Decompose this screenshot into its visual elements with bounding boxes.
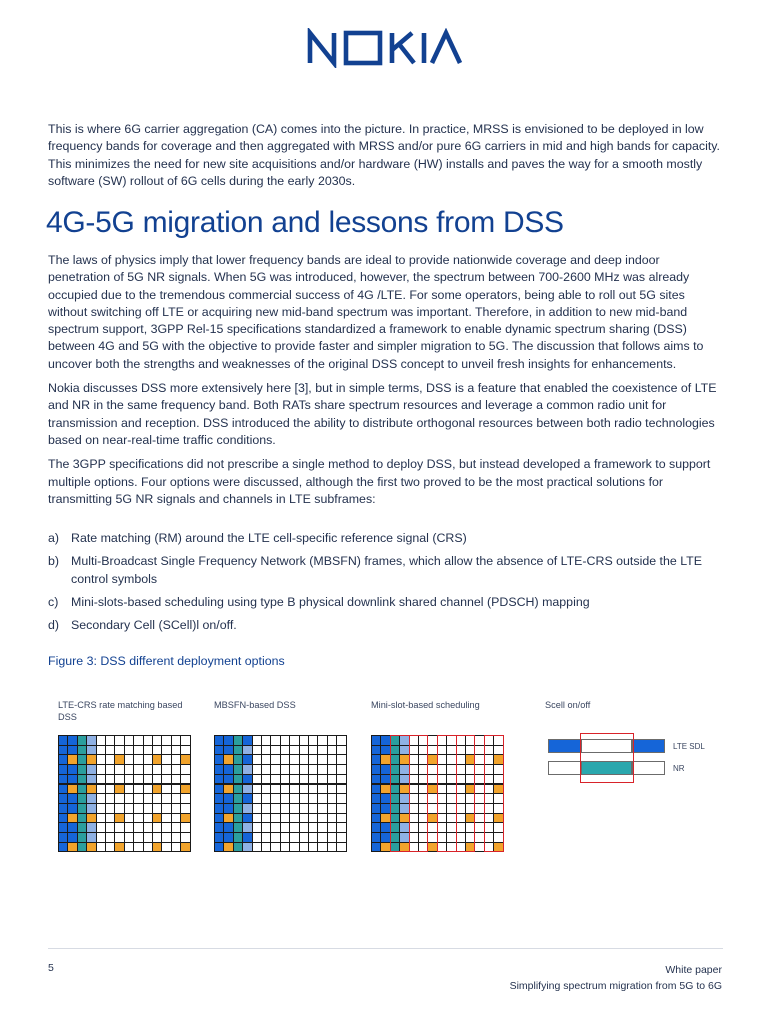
section-body (48, 252, 723, 515)
scell-lte-block (548, 739, 581, 753)
page-number: 5 (48, 962, 54, 974)
panel-label-mbsfn: MBSFN-based DSS (214, 700, 296, 710)
list-item (48, 594, 728, 611)
scell-nr-empty (548, 761, 581, 775)
option-key: d) (48, 618, 60, 633)
panel-label-mini: Mini-slot-based scheduling (371, 700, 480, 710)
footer-doc-info (510, 962, 722, 994)
panel-label-rm: LTE-CRS rate matching based DSS (58, 700, 183, 722)
option-text: Mini-slots-based scheduling using type B physical downlink shared channel (PDSCH) mapping (71, 594, 590, 609)
mini-slot-highlight (484, 735, 504, 852)
section-heading: 4G-5G migration and lessons from DSS (46, 206, 564, 239)
grid-mini-slot (371, 735, 504, 852)
footer-doc-type: White paper (665, 964, 722, 976)
footer-divider (48, 948, 723, 949)
mini-slot-highlight (437, 735, 457, 852)
scell-nr-empty (632, 761, 665, 775)
scell-highlight (580, 733, 634, 783)
scell-lte-block (632, 739, 665, 753)
option-key: c) (48, 594, 59, 609)
list-item (48, 553, 728, 588)
option-text: Secondary Cell (SCell)l on/off. (71, 618, 237, 633)
grid-cell (180, 842, 190, 853)
nokia-logo (306, 28, 464, 68)
option-text: Multi-Broadcast Single Frequency Network (MBSFN) frames, which allow the absence of LTE-CRS outside the LTE control symbols (71, 554, 703, 586)
options-list (48, 530, 728, 640)
figure-caption: Figure 3: DSS different deployment options (48, 654, 285, 668)
nokia-logo-mark (306, 28, 464, 68)
panel-label-scell: Scell on/off (545, 700, 591, 710)
grid-mbsfn-dss (214, 735, 347, 852)
intro-text: This is where 6G carrier aggregation (CA) comes into the picture. In practice, MRSS is envisioned to be deployed in low frequency bands for coverage and then aggregated with MRSS and/or pure 6G carriers in mid and high bands for capacity. This minimizes the need for new site acquisitions and/or hardware (HW) installs and paves the way for a smooth mostly software (SW) rollout of 6G cells during the early 2030s. (48, 122, 721, 188)
grid-cell (336, 842, 346, 853)
scell-legend-lte: LTE SDL (673, 742, 705, 751)
grid-rm-dss (58, 735, 191, 852)
footer-doc-title: Simplifying spectrum migration from 5G to 6G (509, 980, 722, 992)
intro-paragraph (48, 121, 723, 190)
option-text: Rate matching (RM) around the LTE cell-specific reference signal (CRS) (71, 531, 467, 545)
mini-slot-highlight (390, 735, 410, 852)
section-paragraph: Nokia discusses DSS more extensively here [3], but in simple terms, DSS is a feature that enabled the coexistence of LTE and NR in the same frequency band. Both RATs share spectrum resources and leverage a common radio unit for transmission and reception. DSS introduced the ability to distribute orthogonal resources between both radio technologies based on near-real-time traffic conditions. (48, 381, 717, 447)
section-paragraph: The 3GPP specifications did not prescribe a single method to deploy DSS, but instead developed a framework to support multiple options. Four options were discussed, although the first two proved to be the most practical solutions for transmitting 5G NR signals and channels in LTE subframes: (48, 457, 711, 506)
option-key: b) (48, 554, 60, 569)
list-item (48, 617, 728, 634)
option-key: a) (48, 531, 60, 545)
scell-legend-nr: NR (673, 764, 685, 773)
mini-slot-highlight (409, 735, 429, 852)
list-item (48, 530, 728, 547)
scell-diagram (548, 733, 728, 793)
section-paragraph: The laws of physics imply that lower frequency bands are ideal to provide nationwide coverage and deep indoor penetration of 5G NR signals. When 5G was introduced, however, the spectrum between 700-2600 MHz was already occupied due to the tremendous commercial success of 4G /LTE. For some operators, being able to roll out 5G sites without switching off LTE or acquiring new mid-band spectrum was important. Therefore, in addition to new mid-band spectrum support, 3GPP Rel-15 specifications standardized a framework to enable dynamic spectrum sharing (DSS) between 4G and 5G with the objective to provide faster and simpler migration to 5G. The discussion that follows aims to uncover both the strengths and weaknesses of the original DSS concept to unveil fresh insights for enhancements. (48, 253, 704, 371)
mini-slot-highlight (456, 735, 476, 852)
